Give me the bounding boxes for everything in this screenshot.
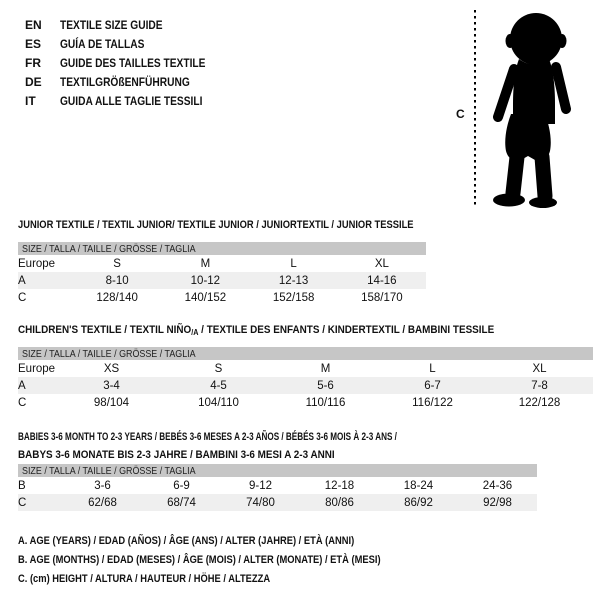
babies-size-table [18, 464, 537, 511]
table-cell: 122/128 [518, 396, 561, 409]
babies-heading-line1: BABIES 3-6 MONTH TO 2-3 YEARS / BEBÉS 3-6 MESES A 2-3 AÑOS / BÉBÉS 3-6 MOIS À 2-3 ANS / [18, 431, 397, 443]
guide-title-de: TEXTILGRÖßENFÜHRUNG [60, 74, 190, 89]
table-cell: XL [374, 257, 389, 270]
table-cell: 92/98 [483, 496, 512, 509]
height-measure-dotted-line [474, 10, 476, 206]
language-code: EN [25, 17, 42, 32]
table-cell: 104/110 [198, 396, 239, 409]
table-cell: 98/104 [93, 396, 130, 409]
row-label: C [18, 396, 27, 409]
size-bar [18, 242, 426, 255]
babies-heading-line2: BABYS 3-6 MONATE BIS 2-3 JAHRE / BAMBINI 3-6 MESI A 2-3 ANNI [18, 449, 335, 461]
table-cell: 128/140 [96, 291, 138, 304]
table-cell: S [113, 257, 121, 270]
size-bar-text: SIZE / TALLA / TAILLE / GRÖSSE / TAGLIA [22, 464, 196, 477]
row-label: Europe [18, 257, 56, 270]
junior-section-heading [18, 219, 483, 231]
table-cell: 8-10 [105, 274, 129, 287]
table-cell: 62/68 [88, 496, 117, 509]
children-size-table [18, 347, 593, 411]
language-row-es [25, 34, 231, 53]
children-heading-pre: CHILDREN'S TEXTILE / TEXTIL NIÑO [18, 324, 192, 336]
table-cell: 110/116 [305, 396, 346, 409]
footnote-c [18, 569, 445, 588]
guide-title-it: GUIDA ALLE TAGLIE TESSILI [60, 93, 203, 108]
table-cell: 18-24 [403, 479, 434, 492]
junior-size-table [18, 242, 426, 306]
row-a [18, 272, 426, 289]
table-cell: 12-18 [324, 479, 355, 492]
table-cell: XS [103, 362, 120, 375]
table-cell: L [429, 362, 436, 375]
size-bar-text: SIZE / TALLA / TAILLE / GRÖSSE / TAGLIA [22, 242, 196, 255]
row-europe [18, 255, 426, 272]
size-bar [18, 464, 537, 477]
language-row-it [25, 91, 231, 110]
table-cell: 86/92 [404, 496, 433, 509]
row-label: B [18, 479, 26, 492]
guide-title-fr: GUIDE DES TAILLES TEXTILE [60, 55, 206, 70]
table-cell: M [320, 362, 331, 375]
table-cell: 14-16 [367, 274, 397, 287]
footnote-a-text: A. AGE (YEARS) / EDAD (AÑOS) / ÂGE (ANS) / ALTER (JAHRE) / ETÀ (ANNI) [18, 534, 355, 547]
language-title-list [25, 15, 231, 110]
footnote-a [18, 531, 445, 550]
table-cell: 3-4 [103, 379, 120, 392]
babies-section-heading [18, 428, 530, 464]
guide-title-en: TEXTILE SIZE GUIDE [60, 17, 163, 32]
table-cell: 9-12 [248, 479, 273, 492]
junior-heading-text: JUNIOR TEXTILE / TEXTIL JUNIOR/ TEXTILE JUNIOR / JUNIORTEXTIL / JUNIOR TESSILE [18, 219, 414, 231]
table-cell: 74/80 [246, 496, 275, 509]
table-cell: 4-5 [210, 379, 227, 392]
table-cell: 6-7 [424, 379, 441, 392]
table-cell: L [290, 257, 297, 270]
footnote-b-text: B. AGE (MONTHS) / EDAD (MESES) / ÂGE (MOIS) / ALTER (MONATE) / ETÀ (MESI) [18, 553, 381, 566]
size-bar [18, 347, 593, 360]
row-label: A [18, 379, 26, 392]
table-cell: M [200, 257, 211, 270]
children-heading-post: / TEXTILE DES ENFANTS / KINDERTEXTIL / BAMBINI TESSILE [198, 324, 495, 336]
footnote-b [18, 550, 445, 569]
language-code: IT [25, 93, 36, 108]
row-label: C [18, 291, 27, 304]
children-heading-subscript: /A [191, 328, 199, 337]
language-code: FR [25, 55, 41, 70]
language-row-en [25, 15, 231, 34]
size-bar-text: SIZE / TALLA / TAILLE / GRÖSSE / TAGLIA [22, 347, 196, 360]
language-code: DE [25, 74, 42, 89]
row-c [18, 494, 537, 511]
table-cell: 24-36 [482, 479, 513, 492]
table-cell: 68/74 [167, 496, 196, 509]
language-code: ES [25, 36, 42, 51]
row-europe [18, 360, 593, 377]
table-cell: 5-6 [317, 379, 334, 392]
table-cell: 12-13 [278, 274, 309, 287]
row-c [18, 289, 426, 306]
table-cell: XL [532, 362, 547, 375]
table-cell: 3-6 [94, 479, 111, 492]
language-row-fr [25, 53, 231, 72]
row-label: C [18, 496, 27, 509]
table-cell: 140/152 [184, 291, 227, 304]
table-cell: 152/158 [272, 291, 315, 304]
row-label: A [18, 274, 26, 287]
row-c [18, 394, 593, 411]
table-cell: 116/122 [412, 396, 453, 409]
table-cell: 6-9 [173, 479, 190, 492]
row-label: Europe [18, 362, 56, 375]
table-cell: 10-12 [190, 274, 221, 287]
guide-title-es: GUÍA DE TALLAS [60, 36, 145, 51]
table-cell: 7-8 [531, 379, 548, 392]
table-cell: S [214, 362, 223, 375]
row-b [18, 477, 537, 494]
footnote-legend [18, 531, 445, 588]
language-row-de [25, 72, 231, 91]
row-a [18, 377, 593, 394]
table-cell: 80/86 [325, 496, 354, 509]
table-cell: 158/170 [361, 291, 403, 304]
children-heading-text [18, 324, 494, 337]
toddler-silhouette [484, 9, 572, 208]
footnote-c-text: C. (cm) HEIGHT / ALTURA / HAUTEUR / HÖHE / ALTEZZA [18, 572, 271, 585]
height-label-c: C [456, 107, 465, 121]
children-section-heading [18, 324, 547, 337]
